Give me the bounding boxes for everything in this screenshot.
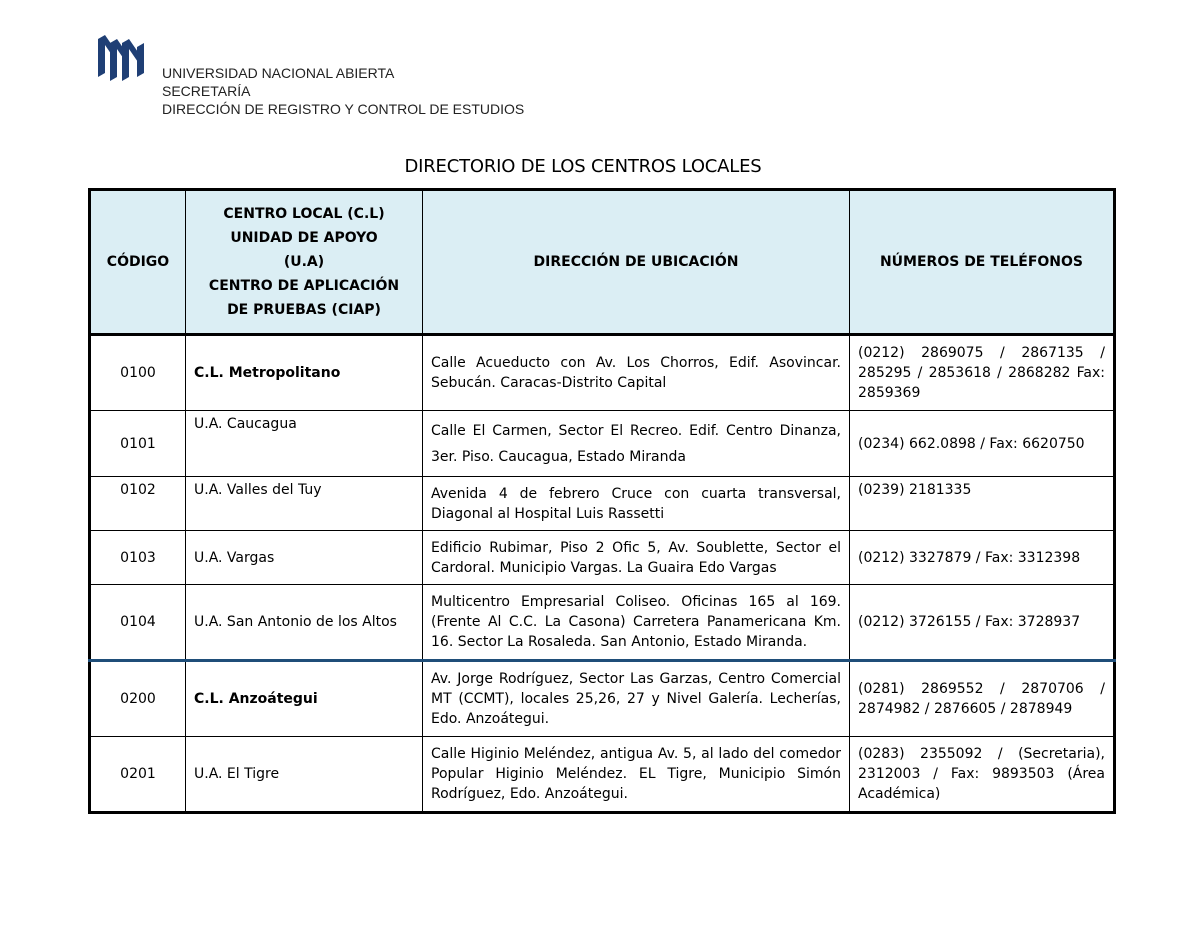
- column-header-centro-line: UNIDAD DE APOYO: [230, 230, 378, 246]
- column-header-centro: [186, 190, 423, 335]
- institution-name: UNIVERSIDAD NACIONAL ABIERTA: [162, 65, 395, 81]
- cell-phone: (0234) 662.0898 / Fax: 6620750: [850, 411, 1115, 477]
- column-header-telefonos: NÚMEROS DE TELÉFONOS: [850, 190, 1115, 335]
- cell-address: Calle Higinio Meléndez, antigua Av. 5, al lado del comedor Popular Higinio Meléndez. EL Tigre, Municipio Simón Rodríguez, Edo. Anzoátegui.: [423, 737, 850, 813]
- cell-name: U.A. El Tigre: [186, 737, 423, 813]
- cell-address: Av. Jorge Rodríguez, Sector Las Garzas, Centro Comercial MT (CCMT), locales 25,26, 27 y Nivel Galería. Lecherías, Edo. Anzoátegui.: [423, 661, 850, 737]
- cell-name: C.L. Anzoátegui: [186, 661, 423, 737]
- cell-code: 0101: [90, 411, 186, 477]
- column-header-centro-line: CENTRO DE APLICACIÓN: [208, 278, 400, 294]
- column-header-centro-line: (U.A): [283, 254, 325, 270]
- table-row: [90, 411, 1115, 477]
- cell-phone: (0239) 2181335: [850, 477, 1115, 531]
- cell-code: 0102: [90, 477, 186, 531]
- cell-name: U.A. Vargas: [186, 531, 423, 585]
- cell-address: Calle El Carmen, Sector El Recreo. Edif. Centro Dinanza, 3er. Piso. Caucagua, Estado Miranda: [423, 411, 850, 477]
- cell-phone: (0283) 2355092 / (Secretaria), 2312003 / Fax: 9893503 (Área Académica): [850, 737, 1115, 813]
- table-row: [90, 661, 1115, 737]
- cell-code: 0200: [90, 661, 186, 737]
- cell-name: U.A. Valles del Tuy: [186, 477, 423, 531]
- cell-address: Edificio Rubimar, Piso 2 Ofic 5, Av. Soublette, Sector el Cardoral. Municipio Vargas. La Guaira Edo Vargas: [423, 531, 850, 585]
- una-logo-icon: [96, 33, 146, 83]
- cell-address: Avenida 4 de febrero Cruce con cuarta transversal, Diagonal al Hospital Luis Rassetti: [423, 477, 850, 531]
- cell-name: U.A. San Antonio de los Altos: [186, 585, 423, 661]
- cell-phone: (0212) 3327879 / Fax: 3312398: [850, 531, 1115, 585]
- column-header-centro-line: CENTRO LOCAL (C.L): [223, 206, 385, 222]
- cell-address: Calle Acueducto con Av. Los Chorros, Edif. Asovincar. Sebucán. Caracas-Distrito Capital: [423, 335, 850, 411]
- cell-phone: (0212) 3726155 / Fax: 3728937: [850, 585, 1115, 661]
- table-row: [90, 335, 1115, 411]
- cell-phone: (0212) 2869075 / 2867135 / 285295 / 2853618 / 2868282 Fax: 2859369: [850, 335, 1115, 411]
- cell-name: C.L. Metropolitano: [186, 335, 423, 411]
- column-header-direccion: DIRECCIÓN DE UBICACIÓN: [423, 190, 850, 335]
- table-row: [90, 477, 1115, 531]
- table-row: [90, 531, 1115, 585]
- institution-department: SECRETARÍA: [162, 83, 251, 99]
- table-row: [90, 585, 1115, 661]
- institution-direction: DIRECCIÓN DE REGISTRO Y CONTROL DE ESTUDIOS: [162, 101, 525, 117]
- table-header-row: [90, 190, 1115, 335]
- cell-phone: (0281) 2869552 / 2870706 / 2874982 / 2876605 / 2878949: [850, 661, 1115, 737]
- cell-address: Multicentro Empresarial Coliseo. Oficinas 165 al 169. (Frente Al C.C. La Casona) Carretera Panamericana Km. 16. Sector La Rosaleda. San Antonio, Estado Miranda.: [423, 585, 850, 661]
- cell-name: U.A. Caucagua: [186, 411, 423, 477]
- table-row: [90, 737, 1115, 813]
- directory-table: [88, 188, 1116, 814]
- cell-code: 0104: [90, 585, 186, 661]
- institution-header: [162, 64, 524, 118]
- column-header-codigo: CÓDIGO: [90, 190, 186, 335]
- page-title: DIRECTORIO DE LOS CENTROS LOCALES: [404, 156, 762, 177]
- cell-code: 0100: [90, 335, 186, 411]
- column-header-centro-line: DE PRUEBAS (CIAP): [227, 302, 381, 318]
- cell-code: 0201: [90, 737, 186, 813]
- cell-code: 0103: [90, 531, 186, 585]
